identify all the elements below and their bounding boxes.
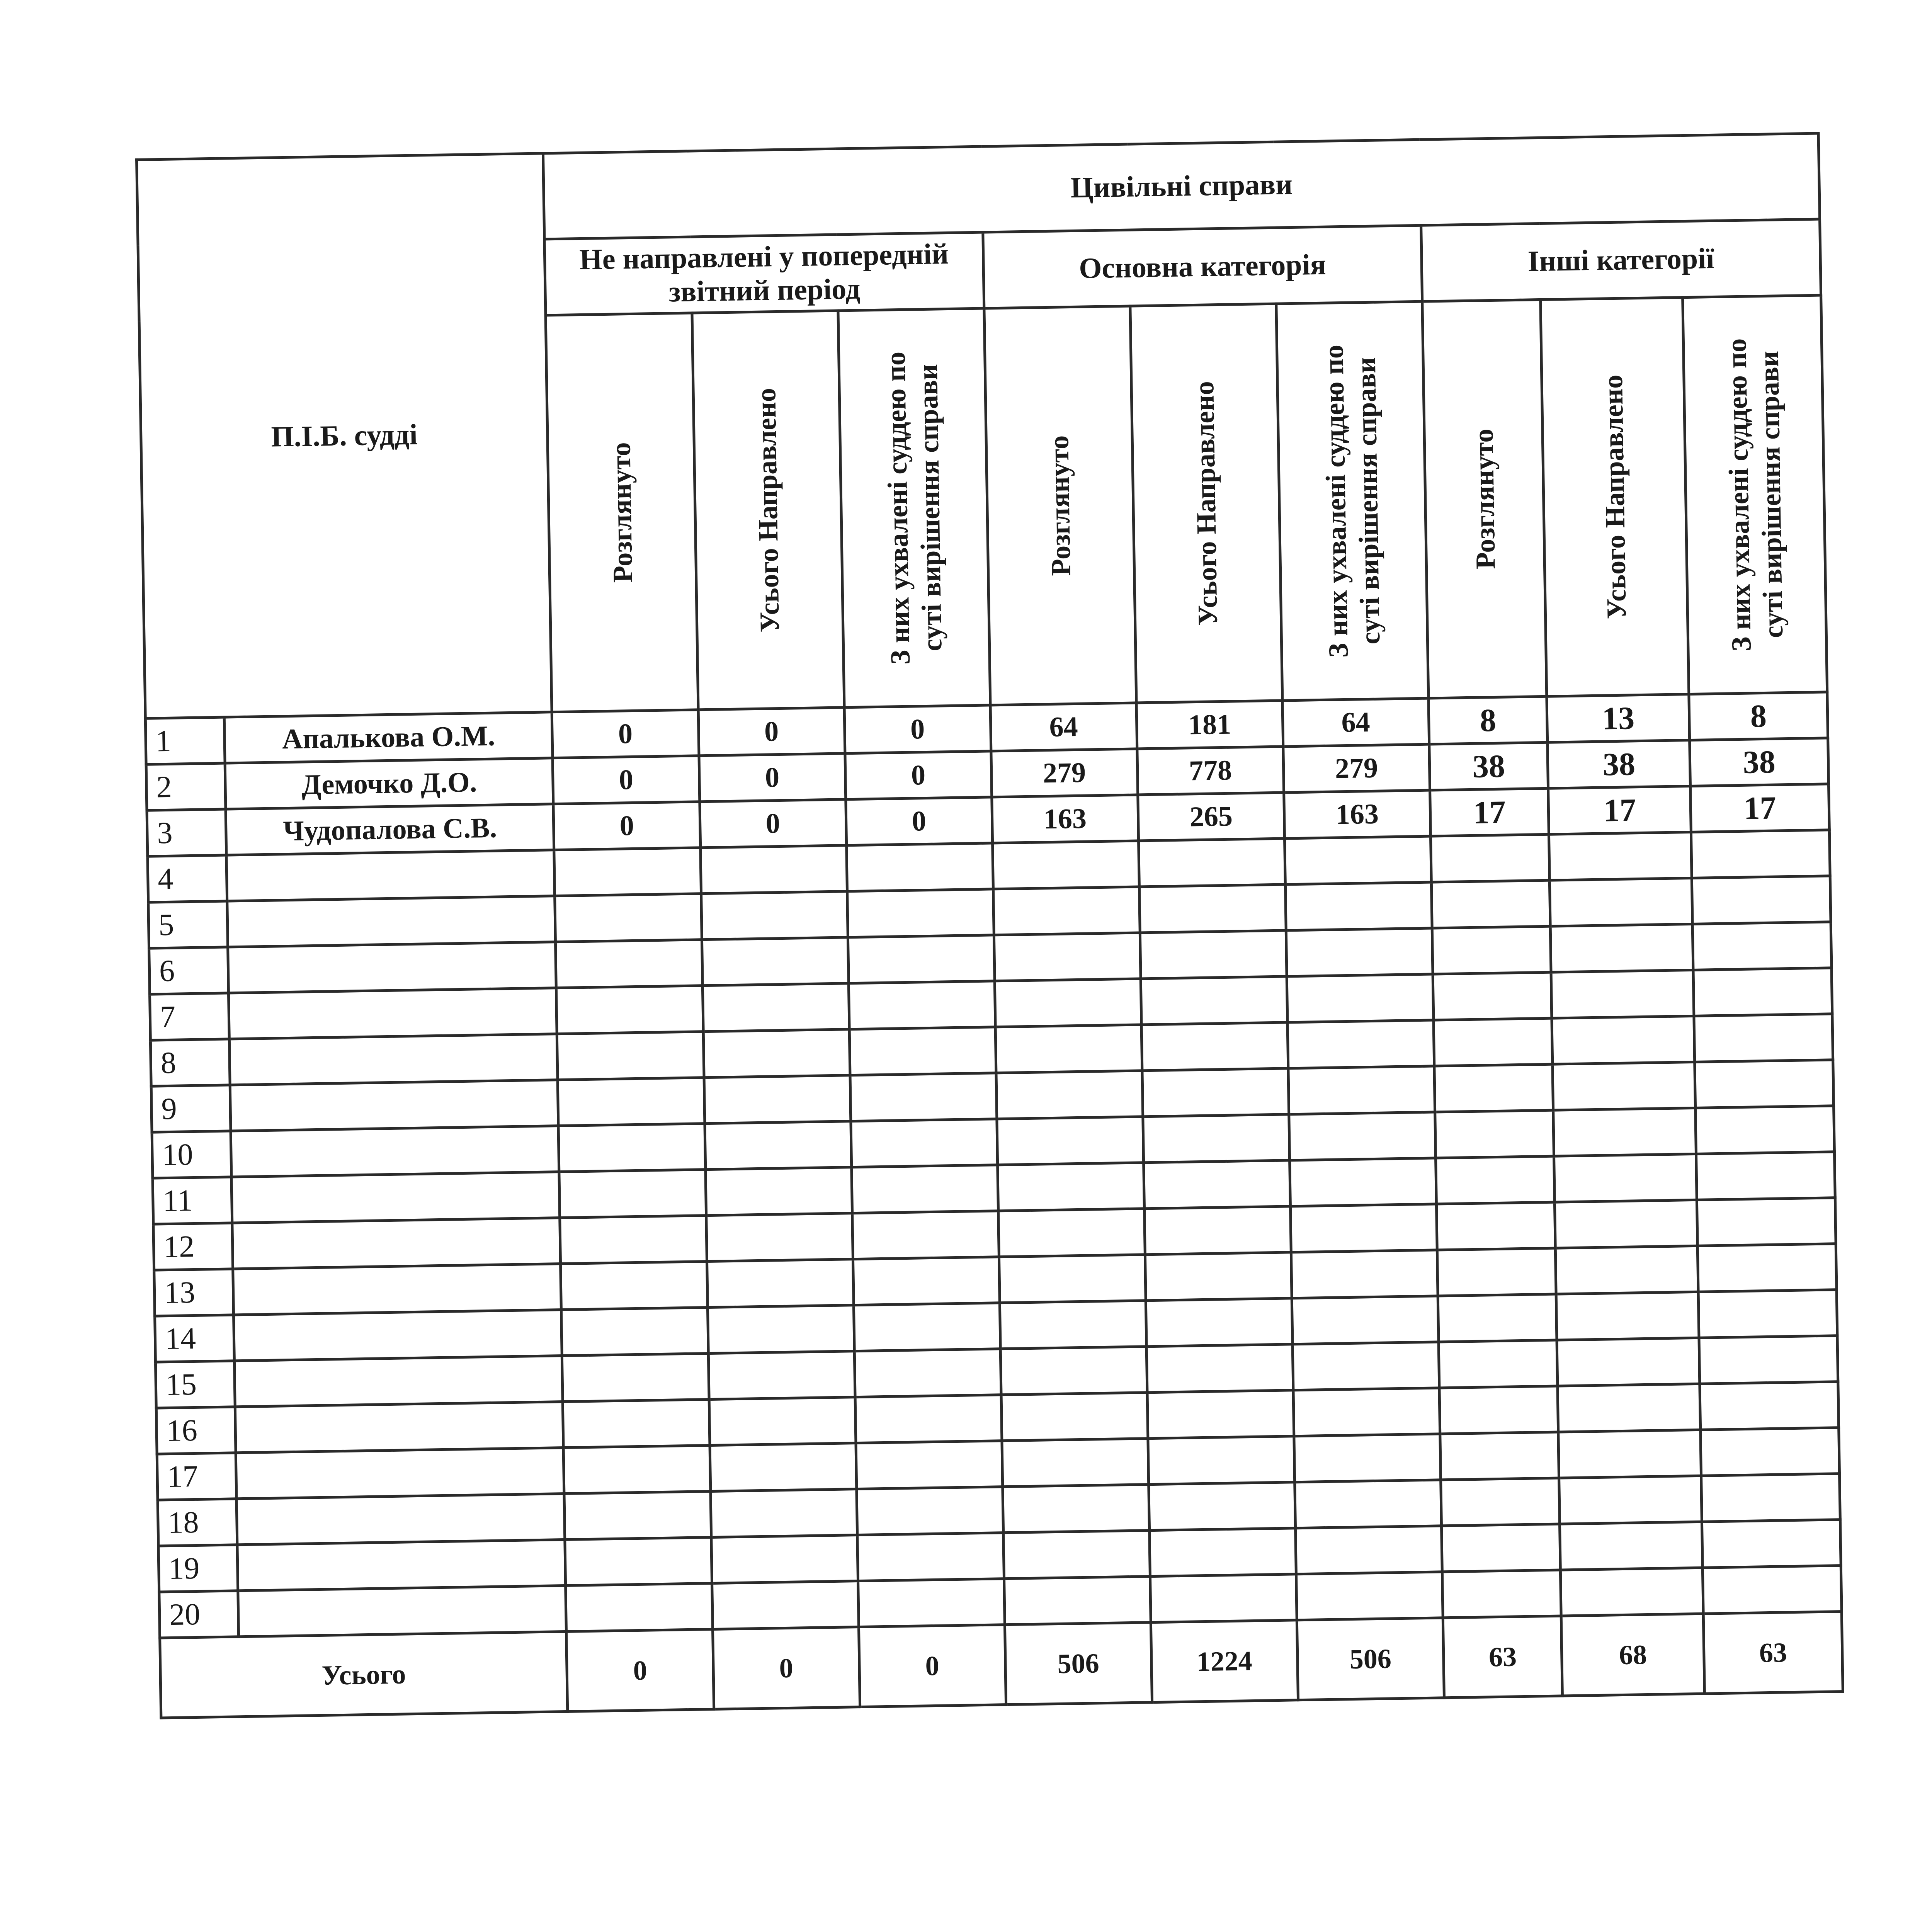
- table-cell: [563, 1400, 710, 1448]
- table-cell: [1439, 1386, 1558, 1434]
- table-cell: [850, 1119, 997, 1167]
- total-cell: 0: [713, 1627, 860, 1709]
- table-cell: [1440, 1432, 1559, 1480]
- table-cell: [1003, 1531, 1150, 1579]
- table-cell: [1139, 884, 1286, 933]
- table-cell: [1556, 1246, 1699, 1294]
- table-cell: [704, 1075, 851, 1124]
- judge-name: [226, 850, 555, 901]
- total-cell: 0: [859, 1625, 1006, 1707]
- column-header-label: З них ухвалені суддею по суті вирішення справи: [1721, 338, 1789, 652]
- row-number: 17: [157, 1453, 236, 1500]
- table-cell: [1434, 1064, 1553, 1112]
- column-header-8: [1541, 298, 1689, 697]
- table-cell: [1287, 974, 1434, 1022]
- judge-name: [234, 1310, 562, 1361]
- table-cell: [994, 933, 1141, 981]
- table-cell: [1698, 1290, 1837, 1338]
- table-cell: 38: [1548, 740, 1690, 788]
- table-cell: [1435, 1110, 1554, 1158]
- table-cell: [851, 1165, 998, 1213]
- table-cell: [855, 1395, 1002, 1443]
- column-header-5: [1130, 304, 1282, 703]
- judge-name: Апалькова О.М.: [224, 712, 553, 763]
- table-cell: [1148, 1482, 1295, 1531]
- table-cell: [1557, 1338, 1700, 1386]
- table-cell: [704, 1121, 851, 1170]
- total-cell: 506: [1297, 1618, 1444, 1700]
- table-cell: [1431, 880, 1550, 928]
- table-cell: [852, 1211, 999, 1259]
- table-cell: [1149, 1528, 1296, 1577]
- total-label: Усього: [160, 1631, 568, 1718]
- column-header-2: [692, 311, 844, 710]
- table-cell: 163: [992, 795, 1138, 843]
- table-cell: [993, 887, 1140, 935]
- table-cell: [997, 1117, 1143, 1165]
- table-cell: [1696, 1152, 1835, 1200]
- table-cell: [1144, 1206, 1291, 1255]
- table-cell: [1550, 878, 1693, 926]
- judge-name: [229, 988, 557, 1039]
- table-cell: [1293, 1388, 1440, 1436]
- table-cell: [1558, 1430, 1701, 1478]
- judge-name-header: П.І.Б. судді: [137, 153, 552, 718]
- table-cell: [996, 1071, 1143, 1119]
- total-cell: 63: [1443, 1616, 1563, 1698]
- row-number: 13: [154, 1269, 234, 1316]
- row-number: 14: [155, 1315, 235, 1362]
- table-cell: [1141, 976, 1287, 1025]
- column-header-label: З них ухвалені суддею по суті вирішення справи: [1318, 344, 1386, 658]
- table-cell: [707, 1305, 854, 1354]
- table-cell: [853, 1257, 1000, 1305]
- table-cell: [992, 841, 1139, 889]
- civil-cases-table: [135, 132, 1844, 1719]
- judge-name: Чудопалова С.В.: [226, 804, 554, 855]
- table-cell: [1551, 970, 1694, 1018]
- table-cell: [566, 1583, 713, 1632]
- column-header-label: Розглянуто: [1043, 435, 1077, 576]
- table-cell: [1147, 1390, 1294, 1439]
- table-cell: [1439, 1340, 1558, 1388]
- judge-name: [230, 1034, 558, 1085]
- table-cell: [564, 1492, 711, 1540]
- table-cell: [1561, 1568, 1704, 1616]
- row-number: 2: [146, 763, 226, 810]
- table-cell: [1556, 1292, 1699, 1340]
- table-cell: [1442, 1570, 1561, 1618]
- table-cell: [1437, 1248, 1556, 1296]
- table-cell: [558, 1078, 705, 1126]
- table-cell: [1000, 1301, 1146, 1349]
- column-header-label: Розглянуто: [605, 442, 638, 583]
- judge-name: [236, 1447, 565, 1498]
- row-number: 10: [152, 1131, 231, 1178]
- table-cell: [1145, 1252, 1292, 1301]
- column-header-1: [546, 313, 698, 712]
- group-header-not-directed: Не направлені у попередній звітний період: [544, 232, 984, 315]
- table-cell: 17: [1430, 788, 1549, 836]
- row-number: 20: [159, 1591, 239, 1638]
- table-cell: [1292, 1296, 1439, 1344]
- table-cell: [1294, 1480, 1441, 1528]
- judge-name: [237, 1539, 566, 1590]
- table-cell: 0: [698, 707, 845, 756]
- column-header-3: [838, 308, 990, 707]
- table-cell: 181: [1136, 701, 1283, 749]
- group-header-other-categories: Інші категорії: [1421, 219, 1821, 301]
- table-cell: [1001, 1393, 1148, 1441]
- column-header-label: Усього Направлено: [1597, 374, 1632, 619]
- table-cell: [1551, 924, 1694, 972]
- table-cell: [1559, 1476, 1702, 1524]
- table-cell: [1140, 930, 1287, 979]
- table-cell: [850, 1073, 997, 1121]
- table-cell: [561, 1308, 708, 1356]
- table-cell: [1285, 882, 1432, 930]
- table-cell: [1295, 1526, 1442, 1574]
- table-cell: 0: [699, 753, 845, 802]
- table-cell: [1284, 836, 1431, 884]
- row-number: 1: [145, 717, 225, 764]
- table-cell: [1433, 972, 1552, 1020]
- table-cell: [708, 1351, 855, 1400]
- table-cell: [1696, 1106, 1835, 1154]
- table-cell: 38: [1429, 742, 1548, 790]
- column-header-7: [1422, 299, 1547, 698]
- table-cell: [1004, 1577, 1151, 1625]
- table-cell: [1143, 1114, 1289, 1163]
- table-cell: [1703, 1566, 1842, 1614]
- total-cell: 63: [1703, 1612, 1843, 1694]
- table-cell: [1697, 1198, 1836, 1246]
- table-cell: [854, 1303, 1000, 1351]
- judge-name: [231, 1126, 559, 1177]
- judge-name: [232, 1218, 561, 1269]
- table-cell: [848, 935, 995, 983]
- judge-name: [235, 1402, 564, 1453]
- table-cell: [1699, 1336, 1838, 1384]
- total-cell: 0: [566, 1629, 714, 1712]
- table-cell: [703, 1029, 850, 1078]
- total-cell: 506: [1005, 1622, 1152, 1705]
- table-cell: 0: [553, 802, 700, 850]
- table-cell: [558, 1124, 705, 1172]
- table-cell: [1141, 1022, 1288, 1071]
- table-cell: [1289, 1158, 1436, 1206]
- table-cell: 279: [1283, 744, 1430, 793]
- row-number: 12: [153, 1223, 233, 1270]
- column-header-4: [984, 306, 1136, 705]
- table-cell: [555, 894, 702, 942]
- column-header-label: Усього Направлено: [750, 388, 786, 633]
- table-cell: [1432, 926, 1551, 974]
- table-cell: [1436, 1202, 1555, 1250]
- table-cell: [554, 848, 701, 896]
- table-cell: [1553, 1108, 1696, 1156]
- table-cell: [1693, 968, 1832, 1016]
- table-cell: [1440, 1478, 1560, 1526]
- table-cell: [995, 1025, 1142, 1073]
- table-cell: [1555, 1200, 1698, 1248]
- table-cell: 64: [990, 703, 1137, 751]
- table-cell: [998, 1209, 1145, 1257]
- table-cell: [1435, 1156, 1554, 1204]
- table-cell: 0: [844, 705, 991, 753]
- table-cell: [560, 1216, 707, 1264]
- column-header-label: З них ухвалені суддею по суті вирішення справи: [880, 351, 948, 665]
- table-cell: [1138, 838, 1285, 887]
- table-cell: [1430, 834, 1549, 882]
- table-cell: [707, 1259, 854, 1308]
- judge-name: [231, 1172, 560, 1223]
- table-cell: 0: [553, 756, 699, 804]
- row-number: 19: [158, 1545, 238, 1592]
- total-cell: 1224: [1151, 1620, 1298, 1702]
- table-cell: [705, 1167, 852, 1216]
- table-cell: 8: [1689, 692, 1828, 740]
- judge-name: [230, 1080, 559, 1131]
- row-number: 16: [156, 1407, 236, 1454]
- table-cell: [557, 1032, 704, 1080]
- table-cell: [1438, 1294, 1557, 1342]
- table-cell: [712, 1581, 859, 1629]
- row-number: 7: [150, 993, 229, 1040]
- table-cell: 163: [1284, 790, 1430, 838]
- table-cell: [1553, 1062, 1696, 1110]
- table-cell: [701, 891, 848, 940]
- table-cell: [847, 889, 994, 937]
- table-cell: [1560, 1522, 1703, 1570]
- table-title: Цивільні справи: [543, 133, 1820, 239]
- table-cell: [856, 1487, 1003, 1535]
- table-cell: [1146, 1344, 1293, 1393]
- table-cell: [856, 1441, 1003, 1489]
- column-header-6: [1276, 301, 1429, 701]
- table-cell: 38: [1690, 738, 1829, 786]
- table-cell: 17: [1548, 786, 1691, 834]
- table-cell: [999, 1255, 1146, 1303]
- column-header-label: Розглянуто: [1468, 428, 1501, 570]
- table-cell: [1552, 1016, 1695, 1064]
- judge-name: [228, 942, 556, 993]
- row-number: 18: [158, 1499, 237, 1546]
- table-cell: [559, 1170, 706, 1218]
- table-cell: [1441, 1524, 1560, 1572]
- row-number: 5: [148, 901, 228, 948]
- table-cell: 279: [991, 749, 1138, 797]
- table-cell: [710, 1489, 857, 1537]
- row-number: 3: [147, 809, 226, 856]
- row-number: 9: [151, 1085, 231, 1132]
- table-cell: 0: [845, 751, 992, 799]
- table-cell: [1148, 1436, 1295, 1485]
- table-cell: [1695, 1060, 1834, 1108]
- table-cell: [1293, 1342, 1439, 1390]
- table-cell: [1146, 1298, 1293, 1347]
- table-cell: [1697, 1244, 1837, 1292]
- table-cell: [854, 1349, 1001, 1397]
- table-cell: [995, 979, 1141, 1027]
- table-cell: 0: [699, 799, 846, 848]
- table-cell: [1002, 1485, 1149, 1533]
- table-cell: [1692, 922, 1832, 970]
- table-cell: [565, 1537, 712, 1586]
- table-cell: [1701, 1474, 1840, 1522]
- row-number: 6: [149, 947, 229, 994]
- table-cell: [700, 845, 847, 894]
- table-cell: [564, 1446, 711, 1494]
- table-cell: [561, 1262, 707, 1310]
- table-cell: [1700, 1382, 1839, 1430]
- table-cell: [1002, 1439, 1149, 1487]
- table-cell: [710, 1443, 857, 1492]
- table-cell: 13: [1547, 694, 1690, 743]
- table-cell: [711, 1535, 858, 1583]
- table-cell: [857, 1533, 1004, 1581]
- table-cell: [849, 981, 995, 1029]
- table-cell: 265: [1138, 793, 1284, 841]
- table-cell: [1296, 1572, 1443, 1620]
- judge-name: [233, 1264, 561, 1315]
- table-cell: [1702, 1520, 1841, 1568]
- table-cell: [1692, 876, 1831, 924]
- table-cell: [1288, 1066, 1435, 1114]
- row-number: 4: [148, 855, 227, 902]
- judge-name: [238, 1585, 566, 1636]
- judge-name: [227, 896, 556, 947]
- row-number: 8: [150, 1039, 230, 1086]
- table-cell: 0: [845, 797, 992, 845]
- table-cell: [1150, 1574, 1297, 1622]
- table-cell: 778: [1137, 747, 1284, 795]
- table-cell: [1701, 1428, 1840, 1476]
- table-cell: [858, 1579, 1005, 1627]
- table-cell: [562, 1354, 709, 1402]
- table-cell: [1691, 830, 1830, 878]
- group-header-main-category: Основна категорія: [983, 225, 1422, 308]
- table-cell: 17: [1690, 784, 1830, 832]
- table-cell: [1294, 1434, 1441, 1482]
- table-cell: 8: [1429, 696, 1548, 744]
- total-cell: 68: [1561, 1614, 1705, 1696]
- table-cell: [1286, 928, 1433, 976]
- table-cell: [1434, 1018, 1553, 1066]
- judge-name: [235, 1356, 563, 1407]
- judge-name: Демочко Д.О.: [225, 758, 553, 809]
- row-number: 15: [155, 1361, 235, 1408]
- table-cell: [1000, 1347, 1147, 1395]
- table-cell: 64: [1282, 698, 1429, 747]
- table-cell: [1554, 1154, 1697, 1202]
- table-cell: 0: [552, 710, 699, 758]
- column-header-9: [1683, 295, 1827, 694]
- table-cell: [846, 843, 993, 891]
- table-cell: [556, 986, 703, 1034]
- column-header-label: Усього Направлено: [1189, 381, 1224, 626]
- statistics-sheet: [135, 132, 1845, 1797]
- table-cell: [709, 1397, 856, 1446]
- table-cell: [1549, 832, 1692, 880]
- table-cell: [1289, 1112, 1436, 1160]
- table-cell: [1290, 1204, 1437, 1252]
- table-cell: [702, 983, 849, 1032]
- table-cell: [706, 1213, 853, 1262]
- table-cell: [556, 940, 702, 988]
- table-cell: [1558, 1384, 1701, 1432]
- table-cell: [1694, 1014, 1833, 1062]
- table-cell: [702, 937, 849, 986]
- judge-name: [236, 1493, 565, 1544]
- row-number: 11: [153, 1177, 232, 1224]
- table-cell: [1291, 1250, 1438, 1298]
- table-cell: [1143, 1160, 1290, 1209]
- table-cell: [1287, 1020, 1434, 1068]
- table-cell: [997, 1163, 1144, 1211]
- table-cell: [1142, 1068, 1289, 1117]
- table-cell: [849, 1027, 996, 1075]
